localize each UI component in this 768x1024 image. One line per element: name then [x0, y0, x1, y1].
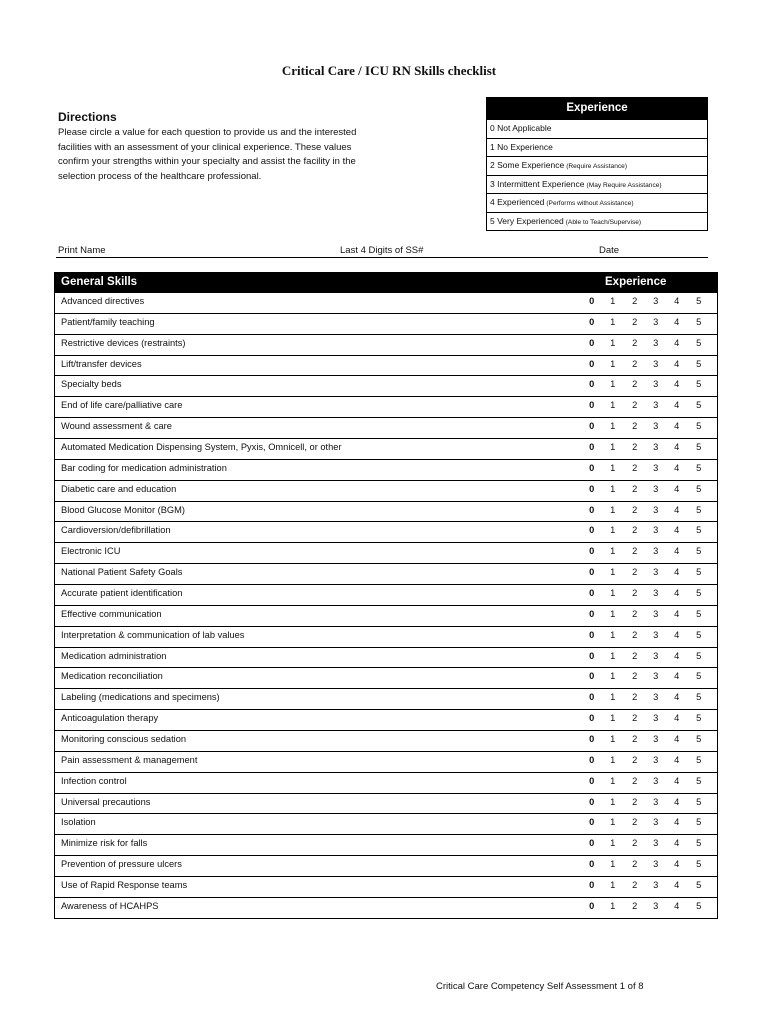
score-option-3[interactable]: 3	[653, 588, 659, 599]
score-option-2[interactable]: 2	[632, 400, 638, 411]
legend-item	[487, 193, 707, 212]
score-option-0[interactable]: 0	[589, 713, 595, 724]
skill-row	[55, 855, 717, 876]
score-option-2[interactable]: 2	[632, 379, 638, 390]
ssn-label: Last 4 Digits of SS#	[340, 245, 424, 256]
score-option-3[interactable]: 3	[653, 316, 659, 327]
skill-rows	[55, 292, 717, 918]
score-option-5[interactable]: 5	[696, 754, 702, 765]
skills-table-header	[55, 273, 717, 292]
skill-row	[55, 834, 717, 855]
legend-item-note: (Require Assistance)	[566, 163, 628, 170]
score-option-4[interactable]: 4	[674, 671, 680, 682]
score-option-2[interactable]: 2	[632, 734, 638, 745]
score-option-0[interactable]: 0	[589, 900, 595, 911]
skill-label: Medication administration	[61, 650, 167, 661]
score-option-4[interactable]: 4	[674, 608, 680, 619]
skill-label: Interpretation & communication of lab values	[61, 629, 245, 640]
score-option-0[interactable]: 0	[589, 880, 595, 891]
score-option-1[interactable]: 1	[610, 296, 616, 306]
score-option-5[interactable]: 5	[696, 650, 702, 661]
score-option-0[interactable]: 0	[589, 296, 595, 306]
skill-label: Labeling (medications and specimens)	[61, 692, 220, 703]
skill-label: Anticoagulation therapy	[61, 713, 159, 724]
skill-row	[55, 313, 717, 334]
score-option-4[interactable]: 4	[674, 379, 680, 390]
legend-item	[487, 156, 707, 175]
skill-row	[55, 667, 717, 688]
date-label: Date	[599, 245, 620, 256]
score-option-5[interactable]: 5	[696, 713, 702, 724]
score-option-4[interactable]: 4	[674, 838, 680, 849]
score-option-5[interactable]: 5	[696, 400, 702, 411]
score-option-2[interactable]: 2	[632, 900, 638, 911]
score-option-3[interactable]: 3	[653, 504, 659, 515]
directions-heading: Directions	[58, 110, 117, 124]
score-option-2[interactable]: 2	[632, 567, 638, 578]
score-option-1[interactable]: 1	[610, 754, 616, 765]
score-option-0[interactable]: 0	[589, 671, 595, 682]
score-option-4[interactable]: 4	[674, 713, 680, 724]
score-option-5[interactable]: 5	[696, 567, 702, 578]
score-option-5[interactable]: 5	[696, 358, 702, 369]
score-option-2[interactable]: 2	[632, 817, 638, 828]
score-option-3[interactable]: 3	[653, 713, 659, 724]
print-name-label: Print Name	[58, 245, 106, 256]
score-option-0[interactable]: 0	[589, 608, 595, 619]
score-option-2[interactable]: 2	[632, 838, 638, 849]
score-option-1[interactable]: 1	[610, 796, 616, 807]
skill-row	[55, 521, 717, 542]
score-option-2[interactable]: 2	[632, 358, 638, 369]
score-option-0[interactable]: 0	[589, 525, 595, 536]
score-option-0[interactable]: 0	[589, 316, 595, 327]
skill-row	[55, 292, 717, 313]
skill-label: Prevention of pressure ulcers	[61, 859, 182, 870]
score-option-3[interactable]: 3	[653, 546, 659, 557]
score-option-3[interactable]: 3	[653, 838, 659, 849]
score-option-3[interactable]: 3	[653, 629, 659, 640]
skill-row	[55, 396, 717, 417]
score-option-1[interactable]: 1	[610, 504, 616, 515]
score-option-1[interactable]: 1	[610, 713, 616, 724]
skill-row	[55, 501, 717, 522]
skill-label: Isolation	[61, 817, 96, 828]
skill-row	[55, 605, 717, 626]
score-option-2[interactable]: 2	[632, 483, 638, 494]
score-option-3[interactable]: 3	[653, 296, 659, 306]
score-option-2[interactable]: 2	[632, 629, 638, 640]
score-option-4[interactable]: 4	[674, 421, 680, 432]
skill-row	[55, 542, 717, 563]
score-option-5[interactable]: 5	[696, 525, 702, 536]
score-option-2[interactable]: 2	[632, 442, 638, 453]
score-option-1[interactable]: 1	[610, 337, 616, 348]
skill-row	[55, 563, 717, 584]
score-option-3[interactable]: 3	[653, 421, 659, 432]
score-option-1[interactable]: 1	[610, 421, 616, 432]
legend-item	[487, 119, 707, 138]
score-option-5[interactable]: 5	[696, 316, 702, 327]
score-option-4[interactable]: 4	[674, 692, 680, 703]
score-option-1[interactable]: 1	[610, 462, 616, 473]
skill-row	[55, 688, 717, 709]
score-option-4[interactable]: 4	[674, 296, 680, 306]
skill-row	[55, 876, 717, 897]
signature-line[interactable]	[56, 245, 708, 258]
score-option-1[interactable]: 1	[610, 588, 616, 599]
score-option-0[interactable]: 0	[589, 546, 595, 557]
score-option-5[interactable]: 5	[696, 546, 702, 557]
score-option-3[interactable]: 3	[653, 817, 659, 828]
score-option-3[interactable]: 3	[653, 775, 659, 786]
skill-row	[55, 459, 717, 480]
score-option-0[interactable]: 0	[589, 483, 595, 494]
score-option-1[interactable]: 1	[610, 442, 616, 453]
score-option-1[interactable]: 1	[610, 671, 616, 682]
score-option-2[interactable]: 2	[632, 796, 638, 807]
score-option-5[interactable]: 5	[696, 796, 702, 807]
skill-label: End of life care/palliative care	[61, 400, 183, 411]
score-option-3[interactable]: 3	[653, 859, 659, 870]
legend-item	[487, 175, 707, 194]
skill-label: Awareness of HCAHPS	[61, 900, 159, 911]
score-option-1[interactable]: 1	[610, 400, 616, 411]
score-option-2[interactable]: 2	[632, 671, 638, 682]
score-option-4[interactable]: 4	[674, 880, 680, 891]
score-option-4[interactable]: 4	[674, 400, 680, 411]
score-option-3[interactable]: 3	[653, 692, 659, 703]
skill-label: Infection control	[61, 775, 127, 786]
score-option-5[interactable]: 5	[696, 337, 702, 348]
skill-label: Electronic ICU	[61, 546, 121, 557]
score-option-3[interactable]: 3	[653, 525, 659, 536]
score-option-2[interactable]: 2	[632, 713, 638, 724]
score-option-4[interactable]: 4	[674, 525, 680, 536]
score-option-2[interactable]: 2	[632, 692, 638, 703]
score-option-0[interactable]: 0	[589, 358, 595, 369]
score-option-0[interactable]: 0	[589, 588, 595, 599]
score-option-4[interactable]: 4	[674, 316, 680, 327]
score-option-5[interactable]: 5	[696, 296, 702, 306]
score-option-1[interactable]: 1	[610, 316, 616, 327]
skill-label: Restrictive devices (restraints)	[61, 337, 186, 348]
score-option-0[interactable]: 0	[589, 629, 595, 640]
score-option-5[interactable]: 5	[696, 671, 702, 682]
score-option-5[interactable]: 5	[696, 692, 702, 703]
skill-label: Pain assessment & management	[61, 754, 198, 765]
score-option-2[interactable]: 2	[632, 337, 638, 348]
score-option-2[interactable]: 2	[632, 546, 638, 557]
score-option-5[interactable]: 5	[696, 859, 702, 870]
score-option-1[interactable]: 1	[610, 900, 616, 911]
score-option-4[interactable]: 4	[674, 483, 680, 494]
score-option-3[interactable]: 3	[653, 358, 659, 369]
skill-label: Lift/transfer devices	[61, 358, 142, 369]
legend-item	[487, 138, 707, 157]
skill-row	[55, 813, 717, 834]
score-option-3[interactable]: 3	[653, 567, 659, 578]
score-option-0[interactable]: 0	[589, 462, 595, 473]
score-option-5[interactable]: 5	[696, 442, 702, 453]
score-option-0[interactable]: 0	[589, 859, 595, 870]
score-option-1[interactable]: 1	[610, 358, 616, 369]
score-option-5[interactable]: 5	[696, 817, 702, 828]
score-option-1[interactable]: 1	[610, 546, 616, 557]
skill-label: Blood Glucose Monitor (BGM)	[61, 504, 186, 515]
legend-item-label: 3 Intermittent Experience	[490, 178, 585, 189]
skill-label: Diabetic care and education	[61, 483, 177, 494]
score-option-4[interactable]: 4	[674, 650, 680, 661]
score-option-2[interactable]: 2	[632, 650, 638, 661]
score-option-4[interactable]: 4	[674, 504, 680, 515]
score-option-2[interactable]: 2	[632, 859, 638, 870]
skill-label: Automated Medication Dispensing System, Pyxis, Omnicell, or other	[61, 442, 342, 453]
page-footer: Critical Care Competency Self Assessment 1 of 8	[436, 981, 644, 992]
score-option-3[interactable]: 3	[653, 483, 659, 494]
skill-row	[55, 626, 717, 647]
score-option-4[interactable]: 4	[674, 588, 680, 599]
score-option-5[interactable]: 5	[696, 379, 702, 390]
skill-row	[55, 417, 717, 438]
score-option-2[interactable]: 2	[632, 880, 638, 891]
score-option-4[interactable]: 4	[674, 754, 680, 765]
skill-row	[55, 334, 717, 355]
skill-label: Medication reconciliation	[61, 671, 163, 682]
score-option-0[interactable]: 0	[589, 775, 595, 786]
score-option-3[interactable]: 3	[653, 671, 659, 682]
score-option-1[interactable]: 1	[610, 734, 616, 745]
score-option-5[interactable]: 5	[696, 462, 702, 473]
score-option-5[interactable]: 5	[696, 880, 702, 891]
score-option-0[interactable]: 0	[589, 817, 595, 828]
skill-row	[55, 480, 717, 501]
score-option-2[interactable]: 2	[632, 462, 638, 473]
score-option-1[interactable]: 1	[610, 650, 616, 661]
score-option-2[interactable]: 2	[632, 504, 638, 515]
score-option-4[interactable]: 4	[674, 546, 680, 557]
skill-label: Wound assessment & care	[61, 421, 172, 432]
skill-label: Advanced directives	[61, 296, 145, 306]
score-option-3[interactable]: 3	[653, 734, 659, 745]
score-option-0[interactable]: 0	[589, 337, 595, 348]
legend-item-label: 4 Experienced	[490, 197, 545, 207]
score-option-4[interactable]: 4	[674, 337, 680, 348]
legend-item-note: (Performs without Assistance)	[546, 200, 634, 207]
skills-table	[54, 272, 718, 919]
legend-item-note: (May Require Assistance)	[586, 181, 662, 189]
score-option-4[interactable]: 4	[674, 775, 680, 786]
score-option-0[interactable]: 0	[589, 442, 595, 453]
score-option-4[interactable]: 4	[674, 442, 680, 453]
score-option-5[interactable]: 5	[696, 588, 702, 599]
skill-label: Cardioversion/defibrillation	[61, 525, 171, 536]
score-option-3[interactable]: 3	[653, 754, 659, 765]
score-option-3[interactable]: 3	[653, 880, 659, 891]
score-option-1[interactable]: 1	[610, 608, 616, 619]
score-option-4[interactable]: 4	[674, 358, 680, 369]
score-option-2[interactable]: 2	[632, 754, 638, 765]
score-option-1[interactable]: 1	[610, 838, 616, 849]
skill-row	[55, 709, 717, 730]
score-option-0[interactable]: 0	[589, 504, 595, 515]
score-option-5[interactable]: 5	[696, 838, 702, 849]
legend-header: Experience	[487, 98, 707, 119]
score-option-3[interactable]: 3	[653, 442, 659, 453]
score-option-5[interactable]: 5	[696, 608, 702, 619]
score-option-4[interactable]: 4	[674, 859, 680, 870]
skill-row	[55, 772, 717, 793]
score-option-2[interactable]: 2	[632, 775, 638, 786]
score-option-1[interactable]: 1	[610, 817, 616, 828]
score-option-5[interactable]: 5	[696, 421, 702, 432]
skill-label: Effective communication	[61, 608, 162, 619]
page-title: Critical Care / ICU RN Skills checklist	[281, 63, 497, 78]
score-option-0[interactable]: 0	[589, 692, 595, 703]
score-option-2[interactable]: 2	[632, 608, 638, 619]
score-option-0[interactable]: 0	[589, 421, 595, 432]
legend-item-label: 2 Some Experience	[490, 160, 565, 170]
score-option-4[interactable]: 4	[674, 734, 680, 745]
experience-heading: Experience	[605, 276, 667, 288]
skill-label: Universal precautions	[61, 796, 151, 807]
score-option-1[interactable]: 1	[610, 692, 616, 703]
score-option-5[interactable]: 5	[696, 775, 702, 786]
legend-item	[487, 212, 707, 231]
legend-item-label: 1 No Experience	[490, 141, 553, 152]
score-option-0[interactable]: 0	[589, 379, 595, 390]
score-option-1[interactable]: 1	[610, 775, 616, 786]
score-option-2[interactable]: 2	[632, 588, 638, 599]
skill-row	[55, 730, 717, 751]
skill-row	[55, 438, 717, 459]
score-option-3[interactable]: 3	[653, 900, 659, 911]
score-option-0[interactable]: 0	[589, 838, 595, 849]
skill-row	[55, 751, 717, 772]
score-option-3[interactable]: 3	[653, 379, 659, 390]
skill-label: Minimize risk for falls	[61, 838, 148, 849]
score-option-4[interactable]: 4	[674, 817, 680, 828]
score-option-1[interactable]: 1	[610, 525, 616, 536]
skill-row	[55, 375, 717, 396]
score-option-5[interactable]: 5	[696, 900, 702, 911]
score-option-1[interactable]: 1	[610, 567, 616, 578]
score-option-5[interactable]: 5	[696, 734, 702, 745]
score-option-4[interactable]: 4	[674, 796, 680, 807]
score-option-2[interactable]: 2	[632, 525, 638, 536]
directions-text: Please circle a value for each question to provide us and the interested facilities with an assessment of your clinical experience. These values confirm your strengths within your specialty and assist the facility in the selection process of the healthcare professional.	[58, 127, 357, 182]
skill-row	[55, 584, 717, 605]
score-option-3[interactable]: 3	[653, 462, 659, 473]
score-option-0[interactable]: 0	[589, 796, 595, 807]
score-option-4[interactable]: 4	[674, 462, 680, 473]
score-option-1[interactable]: 1	[610, 483, 616, 494]
general-skills-heading: General Skills	[61, 276, 138, 288]
skill-label: Bar coding for medication administration	[61, 462, 227, 473]
score-option-5[interactable]: 5	[696, 629, 702, 640]
score-option-0[interactable]: 0	[589, 734, 595, 745]
skill-label: Use of Rapid Response teams	[61, 880, 188, 891]
skill-row	[55, 897, 717, 918]
skill-label: National Patient Safety Goals	[61, 567, 183, 578]
legend-item-note: (Able to Teach/Supervise)	[565, 218, 642, 226]
score-option-3[interactable]: 3	[653, 337, 659, 348]
score-option-3[interactable]: 3	[653, 608, 659, 619]
experience-legend	[486, 97, 708, 231]
score-option-5[interactable]: 5	[696, 483, 702, 494]
score-option-3[interactable]: 3	[653, 796, 659, 807]
legend-item-label: 5 Very Experienced	[490, 215, 564, 226]
score-option-0[interactable]: 0	[589, 754, 595, 765]
skill-row	[55, 647, 717, 668]
score-option-1[interactable]: 1	[610, 880, 616, 891]
skill-label: Monitoring conscious sedation	[61, 734, 187, 745]
score-option-2[interactable]: 2	[632, 421, 638, 432]
skill-row	[55, 793, 717, 814]
skill-row	[55, 355, 717, 376]
skill-label: Specialty beds	[61, 379, 122, 390]
score-option-0[interactable]: 0	[589, 400, 595, 411]
score-option-3[interactable]: 3	[653, 400, 659, 411]
score-option-0[interactable]: 0	[589, 567, 595, 578]
score-option-4[interactable]: 4	[674, 629, 680, 640]
score-option-3[interactable]: 3	[653, 650, 659, 661]
score-option-1[interactable]: 1	[610, 859, 616, 870]
score-option-1[interactable]: 1	[610, 379, 616, 390]
legend-item-label: 0 Not Applicable	[490, 123, 552, 133]
score-option-2[interactable]: 2	[632, 296, 638, 306]
score-option-1[interactable]: 1	[610, 629, 616, 640]
skill-label: Patient/family teaching	[61, 316, 155, 327]
score-option-5[interactable]: 5	[696, 504, 702, 515]
score-option-4[interactable]: 4	[674, 900, 680, 911]
score-option-2[interactable]: 2	[632, 316, 638, 327]
score-option-0[interactable]: 0	[589, 650, 595, 661]
score-option-4[interactable]: 4	[674, 567, 680, 578]
skill-label: Accurate patient identification	[61, 588, 183, 599]
